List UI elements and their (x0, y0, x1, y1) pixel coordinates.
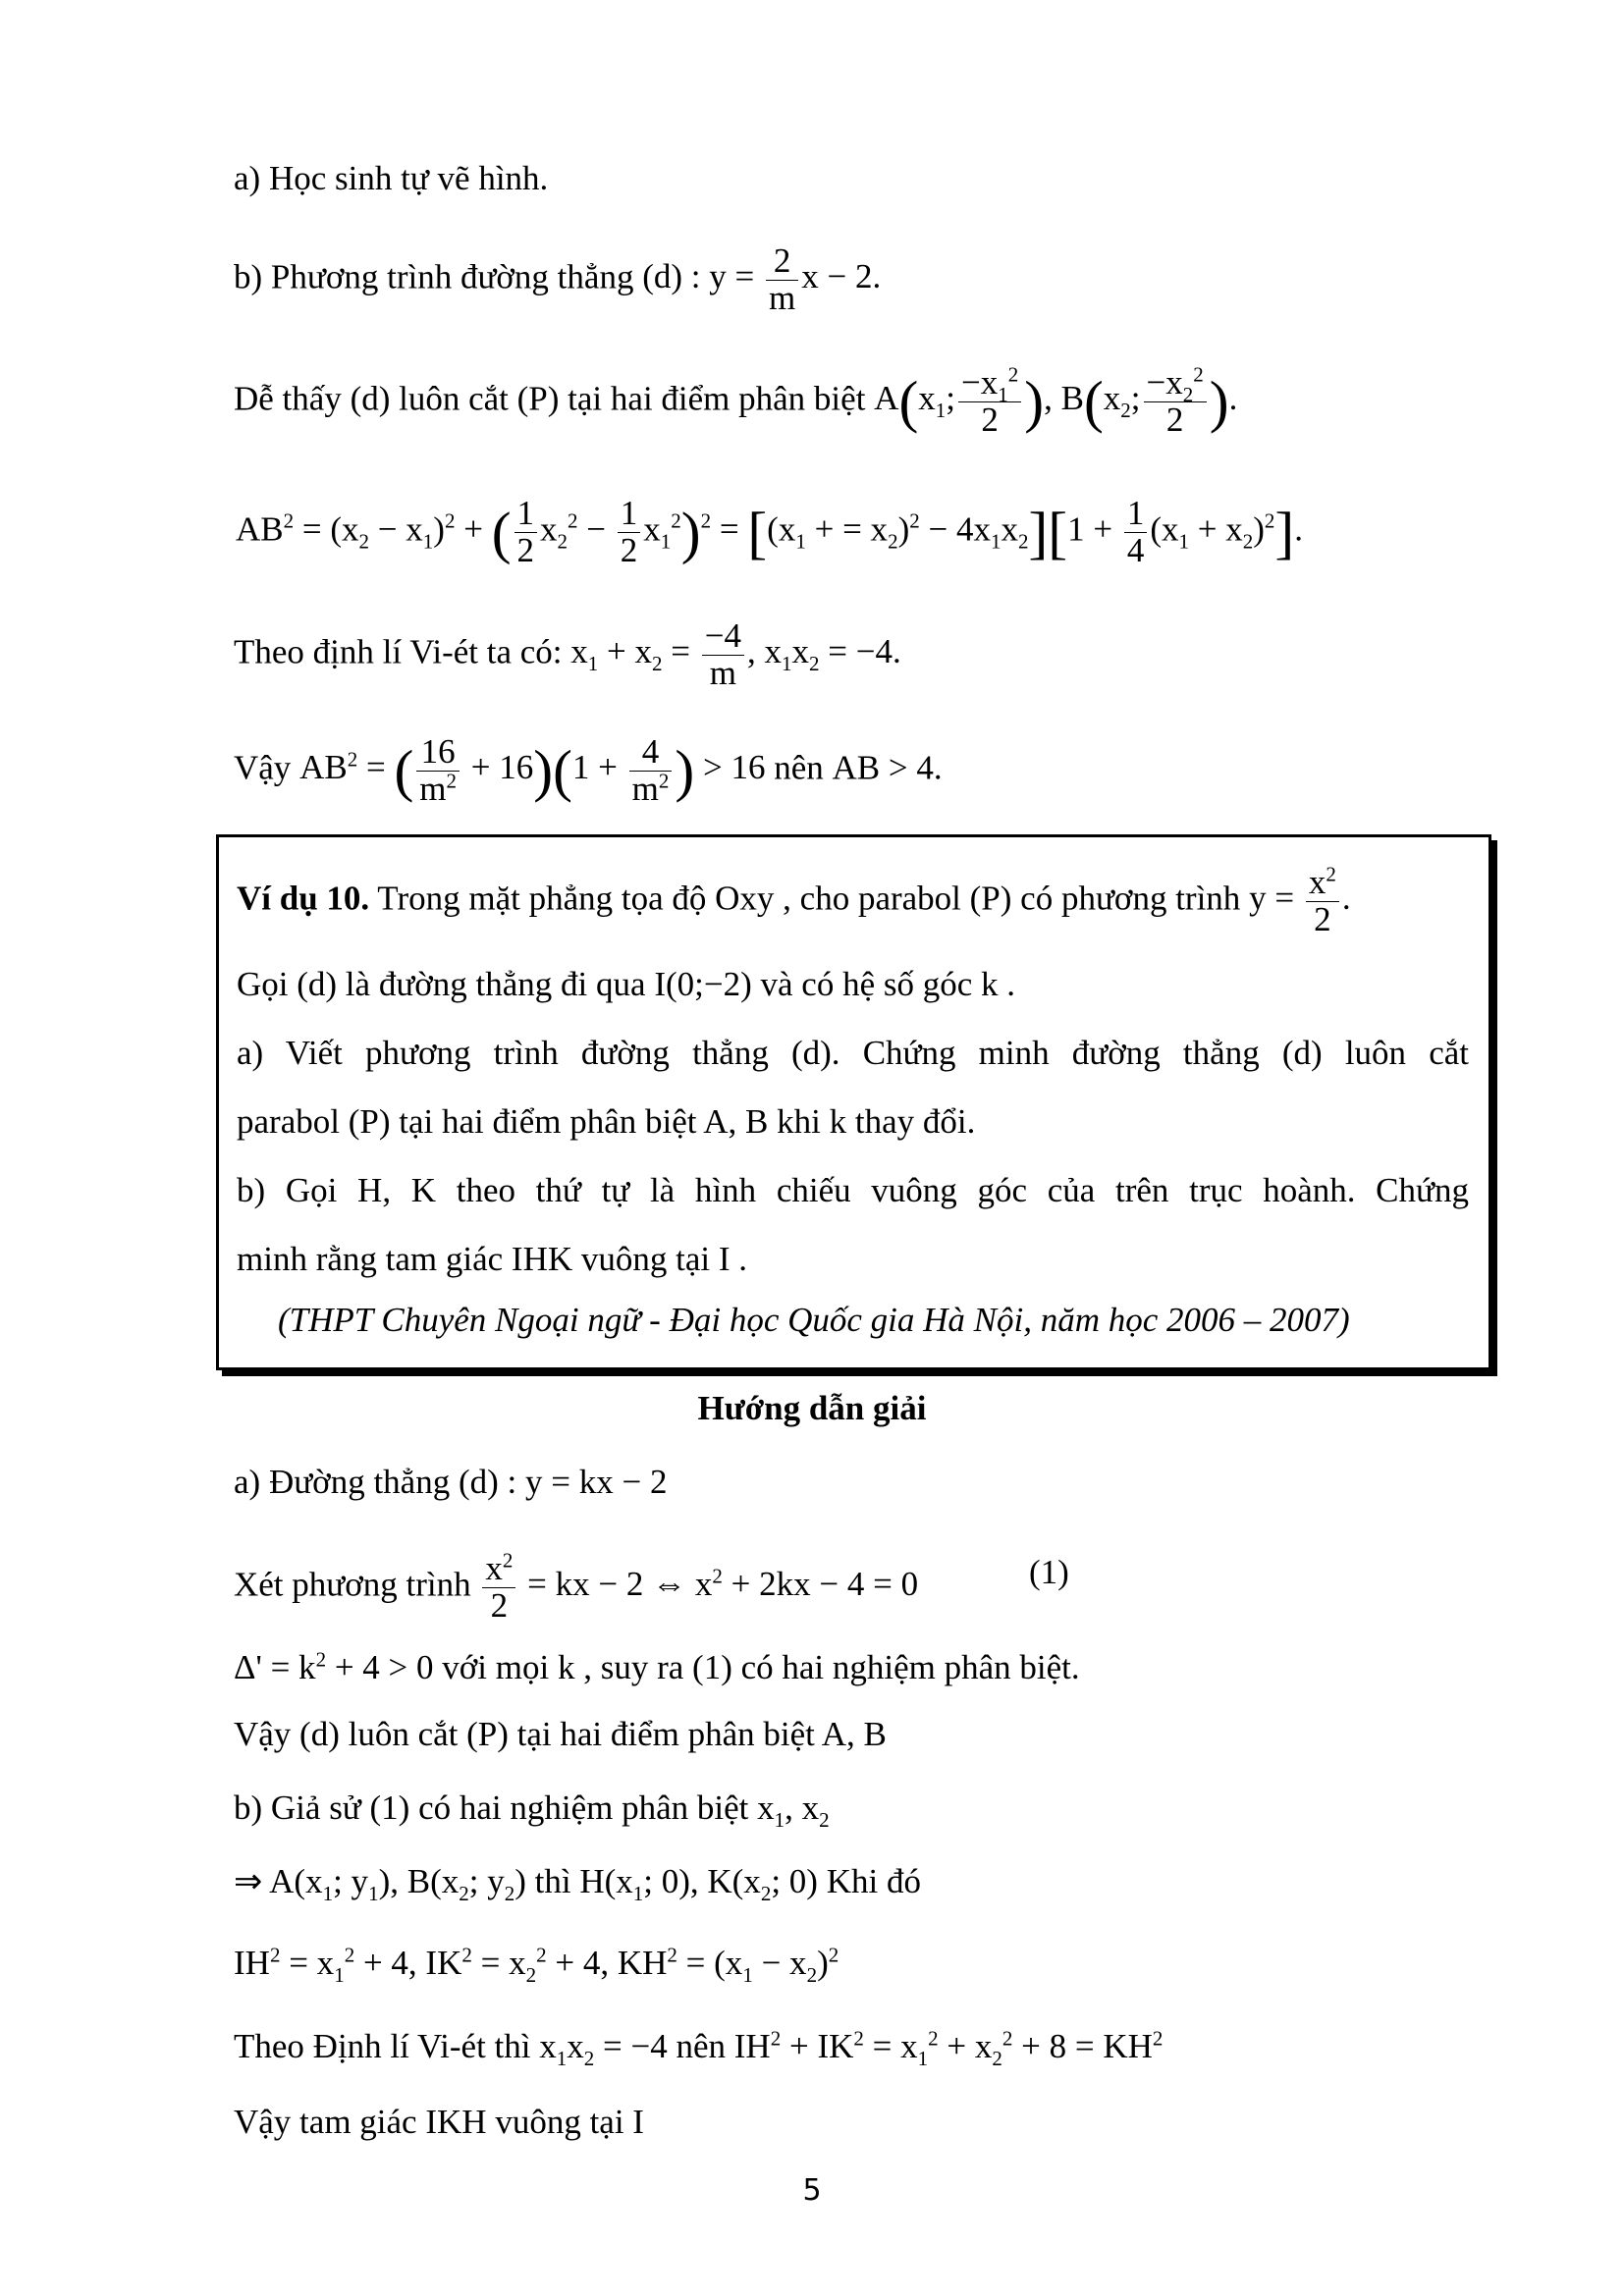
example-line-4: parabol (P) tại hai điểm phân biệt A, B khi k thay đổi. (237, 1102, 976, 1141)
formula: $H(x_1$; 0), $K(x_2$; 0) (579, 1862, 818, 1905)
formula: k . (981, 965, 1016, 1003)
formula: (d) : y = $\frac{2}{m}$ x − 2. (642, 241, 882, 317)
formula: Oxy (715, 879, 775, 918)
solution-b3: $IH^2 = x_1^2 + 4$, $IK^2 = x_2^2 + 4$, $KH^2 = (x_1 - x_2)^2$ (234, 1943, 839, 1987)
solution-a2 (234, 1548, 1069, 1625)
text: , cho parabol (P) có phương trình (774, 879, 1250, 918)
solution-a3 (234, 1646, 1080, 1689)
text: Xét phương trình (234, 1565, 480, 1604)
text: Theo định lí Vi-ét ta có: (234, 632, 563, 671)
solution-a1 (234, 1461, 667, 1504)
text: thì (525, 1862, 580, 1900)
formula: $x_1$, $x_2$ (757, 1789, 830, 1832)
page-number: 5 (802, 2173, 822, 2208)
text: a) Đường thẳng (234, 1463, 459, 1501)
formula: y = $\frac{x^2}{2}$ . (1249, 862, 1351, 938)
solution-line-a: a) Học sinh tự vẽ hình. (234, 159, 549, 197)
example-line-1 (237, 862, 1351, 938)
line-d-equation (234, 243, 881, 317)
example-line-3: a) Viết phương trình đường thẳng (d). Chứng minh đường thẳng (d) luôn cắt (237, 1034, 1469, 1072)
solution-a4: Vậy (d) luôn cắt (P) tại hai điểm phân biệt A, B (234, 1715, 887, 1753)
example-title: Ví dụ 10. (237, 879, 370, 918)
formula: I(0;−2) (654, 965, 752, 1003)
formula: AB > 4. (832, 748, 943, 787)
text: Dễ thấy (d) luôn cắt (P) tại hai điểm phân biệt (234, 379, 875, 418)
equation-number: (1) (1029, 1553, 1069, 1591)
formula: $IH^2 + IK^2 = x_1^2 + x_2^2 + 8 = KH^2$ (733, 2026, 1164, 2070)
formula: $x_1 + x_2$ = $\frac{-4}{m}$ , $x_1x_2 = -4$. (570, 616, 901, 692)
example-line-5: b) Gọi H, K theo thứ tự là hình chiếu vuông góc của trên trục hoành. Chứng (237, 1171, 1469, 1209)
formula: ⇒ $A(x_1$; $y_1$), $B(x_2$; $y_2$) (234, 1862, 526, 1905)
text: b) Phương trình đường thẳng (234, 257, 643, 296)
text: Theo Định lí Vi-ét thì (234, 2027, 540, 2065)
text: Trong mặt phẳng tọa độ (369, 879, 716, 918)
example-line-6: minh rằng tam giác IHK vuông tại I . (237, 1240, 748, 1278)
formula: $AB^2$ = ( $\frac{16}{m^2}$ + 16)(1 + $\frac{4}{m^2}$ ) > 16 (299, 732, 766, 808)
text: và có hệ số góc (751, 965, 982, 1003)
example-box (216, 834, 1491, 1370)
line-vieta (234, 618, 901, 692)
formula: IKH (425, 2103, 487, 2141)
solution-b5 (234, 2101, 644, 2144)
formula: (d) : y = kx − 2 (458, 1463, 668, 1501)
text: b) Giả sử (1) có hai nghiệm phân biệt (234, 1789, 758, 1827)
text: với mọi k , suy ra (1) có hai nghiệm phân biệt. (433, 1648, 1080, 1686)
text: nên (765, 748, 833, 787)
line-ab-squared: $AB^2 = (x_2 - x_1)^2$ + ( $\frac{1}{2}$ $x_2^2$ − $\frac{1}{2}$ $x_1^2)^2 = [(x_1$ + = $x_2)^2 - 4x_1x_2][1$ + $\frac{1}{4}$ $(x_1 + x_2)^2$]. (236, 494, 1303, 569)
text: Gọi (d) là đường thẳng đi qua (237, 965, 655, 1003)
text: nên (667, 2027, 734, 2065)
text: Vậy tam giác (234, 2103, 426, 2141)
solution-b2 (234, 1860, 921, 1903)
line-conclusion (234, 734, 943, 808)
formula: $x_1x_2 = -4$ (539, 2027, 668, 2070)
formula: $\Delta' = k^2 + 4 > 0$ (234, 1647, 434, 1686)
formula: $\frac{x^2}{2}$ = kx − 2 ⇔ $x^2 + 2kx - 4 = 0$ (479, 1565, 918, 1603)
text: Vậy (234, 748, 300, 787)
example-line-2 (237, 963, 1015, 1006)
solution-heading: Hướng dẫn giải (697, 1389, 927, 1427)
solution-b1 (234, 1787, 830, 1830)
line-intersection (234, 362, 1238, 439)
text: Khi đó (817, 1862, 921, 1900)
solution-b4 (234, 2025, 1163, 2068)
example-source: (THPT Chuyên Ngoại ngữ - Đại học Quốc gia Hà Nội, năm học 2006 – 2007) (278, 1301, 1350, 1339)
formula: $A(x_1$; $\frac{-x_1^2}{2}$ ), $B(x_2$; $\frac{-x_2^2}{2}$ ). (874, 362, 1238, 439)
text: vuông tại I (486, 2103, 644, 2141)
